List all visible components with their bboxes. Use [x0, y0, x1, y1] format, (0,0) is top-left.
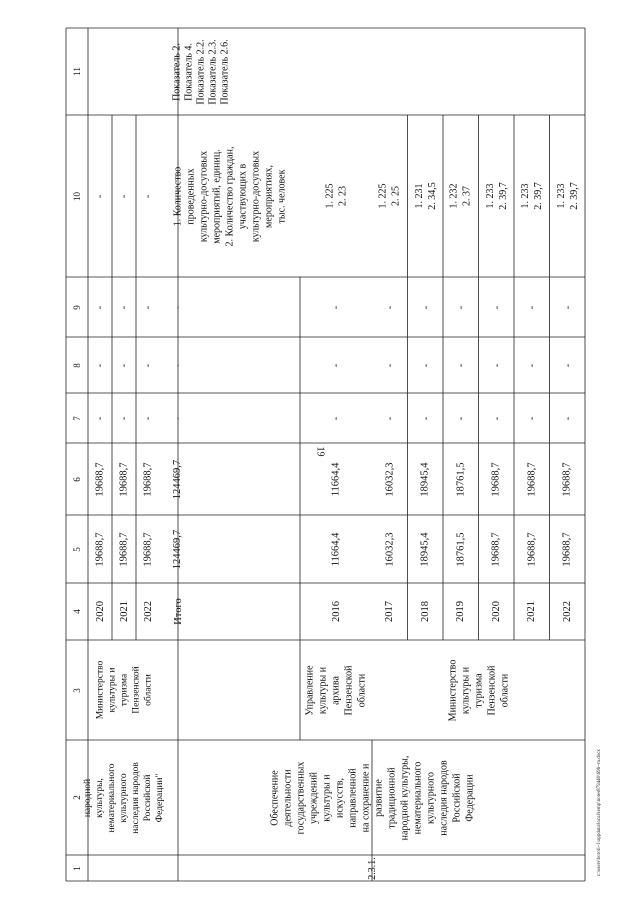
c10-2019-text: 1. 232 2. 37 — [448, 183, 473, 209]
header-col-3 — [66, 640, 88, 740]
year-2021 — [514, 583, 550, 640]
c7-2021 — [514, 393, 550, 443]
indicator-refs-text: Показатель 2. Показатель 4. Показатель 2.2. Показатель 2.3. Показатель 2.6. — [171, 38, 231, 105]
c9-2021 — [514, 277, 550, 337]
c5-2016 — [300, 515, 372, 583]
c7-2018 — [408, 393, 444, 443]
continuation-name-text: народной культуры, нематериального культурного наследия народов Российской Федерации" — [82, 761, 165, 834]
c7-2016 — [300, 393, 372, 443]
c9-2021-text: - — [526, 305, 538, 309]
c7-2020-text: - — [490, 416, 502, 420]
continuation-executor — [88, 640, 160, 740]
year-2016 — [300, 583, 372, 640]
c9-2017 — [372, 277, 408, 337]
year-2022 — [550, 583, 586, 640]
c7-2017 — [372, 393, 408, 443]
year-2021-text: 2021 — [526, 601, 538, 622]
c7-2018-text: - — [419, 416, 431, 420]
year-2017-text: 2017 — [384, 601, 396, 622]
header-col-6 — [66, 443, 88, 515]
c8-2017-text: - — [384, 363, 396, 367]
cont-year-2020 — [88, 583, 112, 640]
executor-a — [300, 640, 372, 740]
c6-2019-text: 18761,5 — [455, 461, 467, 497]
c9-2018-text: - — [419, 305, 431, 309]
total-c6-text: 124469,7 — [172, 459, 184, 499]
year-2018 — [408, 583, 444, 640]
c5-2019-text: 18761,5 — [455, 531, 467, 567]
c6-2016 — [300, 443, 372, 515]
c5-2018-text: 18945,4 — [419, 531, 431, 567]
cont-c9-2022 — [136, 277, 160, 337]
c8-2022-text: - — [561, 363, 573, 367]
header-col-6-text: 6 — [71, 476, 82, 482]
c8-2018 — [408, 337, 444, 393]
header-col-9-text: 9 — [71, 304, 82, 310]
cont-c8-2022-text: - — [142, 363, 154, 367]
c6-2017 — [372, 443, 408, 515]
year-2018-text: 2018 — [419, 601, 431, 622]
total-c7-text: - — [172, 416, 184, 420]
c7-2022-text: - — [561, 416, 573, 420]
c6-2020-text: 19688,7 — [490, 461, 502, 497]
header-col-4 — [66, 583, 88, 640]
c8-2021-text: - — [526, 363, 538, 367]
cont-c8-2021 — [112, 337, 136, 393]
c10-2018 — [408, 115, 444, 277]
total-label-text: Итого — [172, 598, 184, 625]
cont-c9-2021-text: - — [118, 305, 130, 309]
c5-2022-text: 19688,7 — [561, 531, 573, 567]
c8-2016-text: - — [330, 363, 342, 367]
header-col-7-text: 7 — [71, 415, 82, 421]
c6-2017-text: 16032,3 — [384, 461, 396, 497]
c5-2021-text: 19688,7 — [526, 531, 538, 567]
c5-2017-text: 16032,3 — [384, 531, 396, 567]
c10-2016 — [300, 115, 372, 277]
cont-c6-2020 — [88, 443, 112, 515]
cont-c10-2021-text: - — [118, 194, 130, 198]
c8-2018-text: - — [419, 363, 431, 367]
c5-2019 — [443, 515, 479, 583]
c8-2019 — [443, 337, 479, 393]
cont-c9-2022-text: - — [142, 305, 154, 309]
cont-c8-2020 — [88, 337, 112, 393]
header-col-11-text: 11 — [71, 67, 82, 76]
c9-2022 — [550, 277, 586, 337]
header-col-1-text: 1 — [71, 865, 82, 871]
c6-2022-text: 19688,7 — [561, 461, 573, 497]
header-col-5 — [66, 515, 88, 583]
cont-c7-2022-text: - — [142, 416, 154, 420]
cont-c10-2020 — [88, 115, 112, 277]
header-col-3-text: 3 — [71, 687, 82, 693]
cont-c6-2022-text: 19688,7 — [142, 461, 154, 497]
c9-2018 — [408, 277, 444, 337]
c8-2021 — [514, 337, 550, 393]
cont-year-2021 — [112, 583, 136, 640]
year-2020-text: 2020 — [490, 601, 502, 622]
cont-c9-2021 — [112, 277, 136, 337]
c9-2020-text: - — [490, 305, 502, 309]
c10-2022-text: 1. 233 2. 39,7 — [555, 182, 580, 210]
c8-2019-text: - — [455, 363, 467, 367]
c6-2022 — [550, 443, 586, 515]
year-2017 — [372, 583, 408, 640]
cont-year-2022-text: 2022 — [142, 601, 154, 622]
year-2019-text: 2019 — [455, 601, 467, 622]
executor-b-text: Министерство культуры и туризма Пензенской области — [447, 659, 510, 721]
year-2019 — [443, 583, 479, 640]
c9-2019-text: - — [455, 305, 467, 309]
cont-c7-2022 — [136, 393, 160, 443]
year-2016-text: 2016 — [330, 601, 342, 622]
cont-c5-2020 — [88, 515, 112, 583]
c6-2021 — [514, 443, 550, 515]
c9-2020 — [479, 277, 515, 337]
header-col-4-text: 4 — [71, 609, 82, 614]
cont-c10-2021 — [112, 115, 136, 277]
cont-c10-2022-text: - — [142, 194, 154, 198]
cont-c10-2022 — [136, 115, 160, 277]
c8-2016 — [300, 337, 372, 393]
cont-c6-2020-text: 19688,7 — [94, 461, 106, 497]
total-c5 — [160, 515, 196, 583]
c10-2018-text: 1. 231 2. 34,5 — [413, 182, 438, 210]
cont-c7-2021 — [112, 393, 136, 443]
c7-2016-text: - — [330, 416, 342, 420]
c5-2022 — [550, 515, 586, 583]
header-col-11 — [66, 28, 88, 115]
cont-c10-2020-text: - — [94, 194, 106, 198]
indicator-text — [160, 115, 300, 277]
c10-2017 — [372, 115, 408, 277]
header-col-10 — [66, 115, 88, 277]
c8-2020-text: - — [490, 363, 502, 367]
cont-year-2021-text: 2021 — [118, 601, 130, 622]
c10-2016-text: 1. 225 2. 23 — [324, 183, 348, 209]
c9-2022-text: - — [561, 305, 573, 309]
c8-2017 — [372, 337, 408, 393]
c6-2020 — [479, 443, 515, 515]
total-c9 — [160, 277, 196, 337]
cont-c9-2020-text: - — [94, 305, 106, 309]
continuation-name — [82, 740, 165, 855]
continuation-executor-text: Министерство культуры и туризма Пензенской области — [94, 660, 153, 720]
header-col-10-text: 10 — [71, 191, 82, 201]
c8-2020 — [479, 337, 515, 393]
cont-c5-2022-text: 19688,7 — [142, 531, 154, 567]
cont-c5-2020-text: 19688,7 — [94, 531, 106, 567]
header-col-5-text: 5 — [71, 546, 82, 552]
indicator-refs — [160, 28, 244, 115]
c6-2018-text: 18945,4 — [419, 461, 431, 497]
c8-2022 — [550, 337, 586, 393]
header-col-7 — [66, 393, 88, 443]
cont-c6-2022 — [136, 443, 160, 515]
c5-2018 — [408, 515, 444, 583]
row-231-number-text: 2.3.1. — [367, 856, 378, 880]
indicator-text-text: 1. Количество проведенных культурно-досуговых мероприятий, единиц. 2. Количество граждан, участвующих в культурно-досуговых мероприятиях, тыс. человек — [172, 146, 288, 246]
total-c7 — [160, 393, 196, 443]
c6-2019 — [443, 443, 479, 515]
cont-c8-2022 — [136, 337, 160, 393]
header-col-9 — [66, 277, 88, 337]
c6-2018 — [408, 443, 444, 515]
c6-2016-text: 11664,4 — [330, 462, 342, 496]
total-c8-text: - — [172, 363, 184, 367]
executor-b — [372, 640, 585, 740]
cont-c8-2020-text: - — [94, 363, 106, 367]
c5-2016-text: 11664,4 — [330, 532, 342, 566]
cont-c6-2021-text: 19688,7 — [118, 461, 130, 497]
c9-2016 — [300, 277, 372, 337]
c7-2020 — [479, 393, 515, 443]
year-2022-text: 2022 — [561, 601, 573, 622]
cont-c6-2021 — [112, 443, 136, 515]
row-231-name-text: Обеспечение деятельности государственных учреждений культуры и искусств, направленной на сохранение и развитие традиционной народной культуры, нематериального культурного наследия народов Российской Федерации — [269, 755, 476, 840]
c7-2022 — [550, 393, 586, 443]
total-label — [160, 583, 196, 640]
cont-c9-2020 — [88, 277, 112, 337]
cont-year-2020-text: 2020 — [94, 601, 106, 622]
c10-2020-text: 1. 233 2. 39,7 — [484, 182, 509, 210]
total-c9-text: - — [172, 305, 184, 309]
cont-year-2022 — [136, 583, 160, 640]
cont-c7-2021-text: - — [118, 416, 130, 420]
cont-c5-2021-text: 19688,7 — [118, 531, 130, 567]
header-col-8-text: 8 — [71, 362, 82, 368]
header-col-8 — [66, 337, 88, 393]
c9-2019 — [443, 277, 479, 337]
row-231-name — [160, 740, 585, 855]
header-col-1 — [66, 855, 88, 881]
cont-c5-2021 — [112, 515, 136, 583]
c9-2017-text: - — [384, 305, 396, 309]
executor-a-text: Управление культуры и архива Пензенской области — [304, 664, 368, 716]
c10-2022 — [550, 115, 586, 277]
cont-c7-2020-text: - — [94, 416, 106, 420]
c5-2021 — [514, 515, 550, 583]
total-c5-text: 124469,7 — [172, 529, 184, 569]
c7-2017-text: - — [384, 416, 396, 420]
header-col-2-text: 2 — [71, 795, 82, 800]
total-c8 — [160, 337, 196, 393]
c9-2016-text: - — [330, 305, 342, 309]
cont-c5-2022 — [136, 515, 160, 583]
c5-2020 — [479, 515, 515, 583]
c6-2021-text: 19688,7 — [526, 461, 538, 497]
c10-2021 — [514, 115, 550, 277]
c5-2020-text: 19688,7 — [490, 531, 502, 567]
c10-2017-text: 1. 225 2. 25 — [377, 183, 402, 209]
row-231-number — [160, 855, 585, 881]
c7-2021-text: - — [526, 416, 538, 420]
c10-2019 — [443, 115, 479, 277]
c10-2020 — [479, 115, 515, 277]
c5-2017 — [372, 515, 408, 583]
page-number: 19 — [314, 446, 326, 457]
cont-c8-2021-text: - — [118, 363, 130, 367]
year-2020 — [479, 583, 515, 640]
c7-2019-text: - — [455, 416, 467, 420]
total-c6 — [160, 443, 196, 515]
c10-2021-text: 1. 233 2. 39,7 — [519, 182, 544, 210]
cont-c7-2020 — [88, 393, 112, 443]
c7-2019 — [443, 393, 479, 443]
footer-file-path: c:\users\boroli~1\appdata\local\temp\notes879440\696~ru.docx — [597, 749, 602, 876]
